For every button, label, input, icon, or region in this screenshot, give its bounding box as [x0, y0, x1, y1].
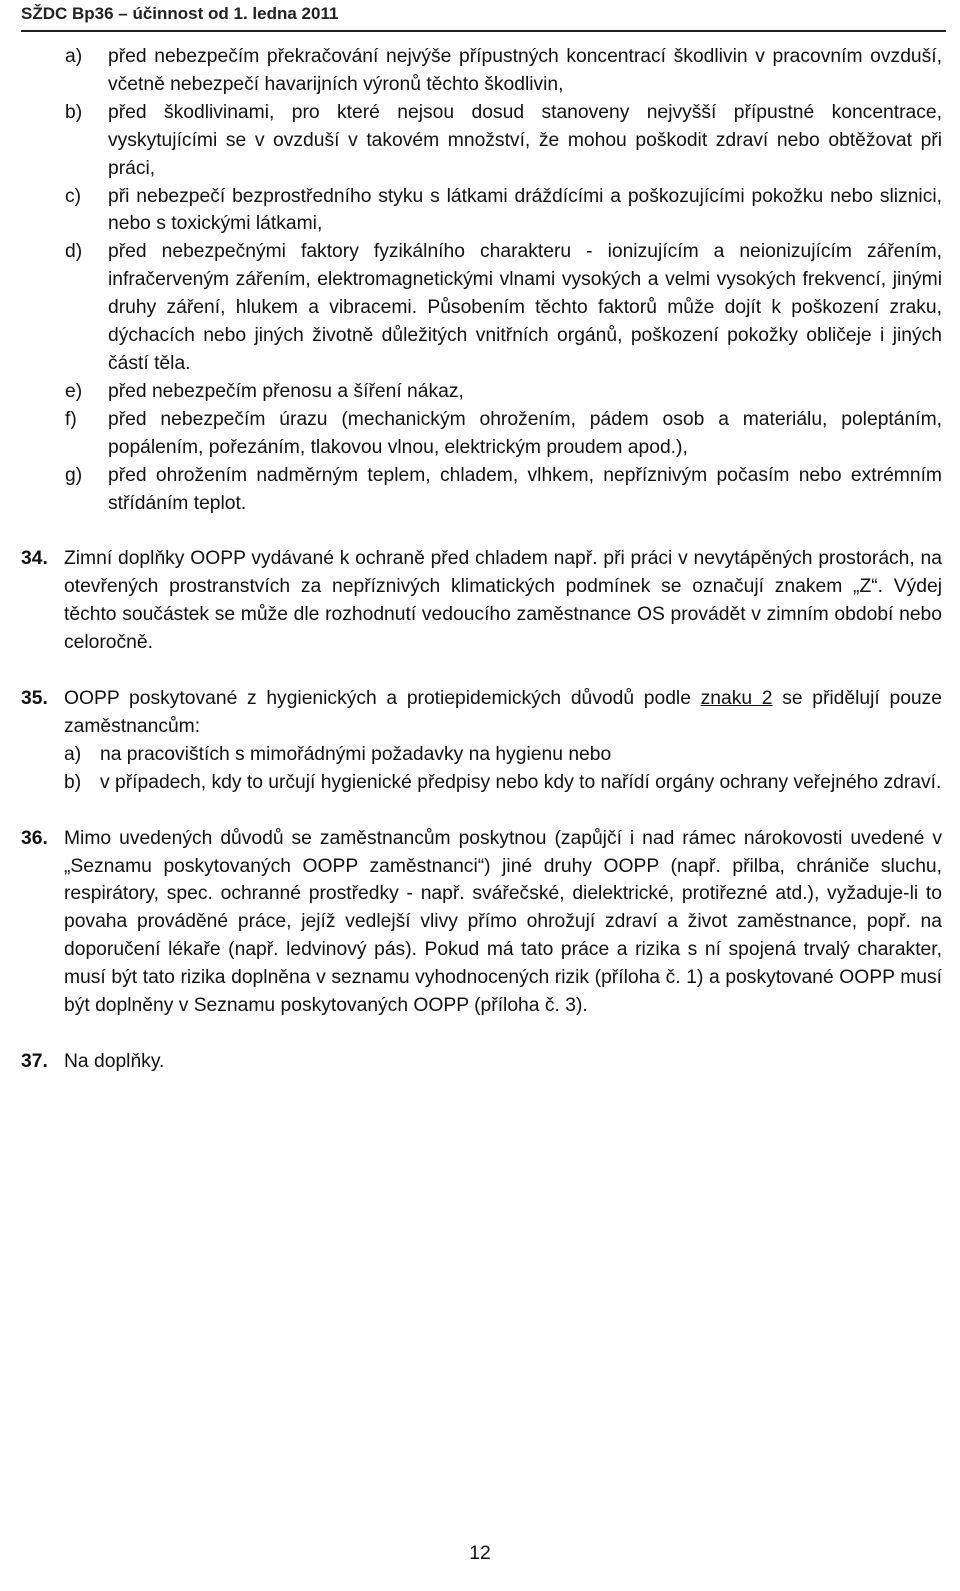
reference-link[interactable]: znaku 2 [700, 688, 773, 710]
list-item-label: d) [65, 241, 83, 263]
paragraph-36 [0, 825, 942, 1020]
paragraph-text: Na doplňky. [64, 1051, 165, 1072]
document-header: SŽDC Bp36 – účinnost od 1. ledna 2011 [21, 4, 339, 23]
list-item-text: na pracovištích s mimořádnými požadavky na hygienu nebo [100, 743, 612, 765]
list-item-label: a) [64, 743, 82, 765]
list-item [0, 462, 942, 518]
paragraph-35 [0, 685, 942, 741]
list-item-text: před škodlivinami, pro které nejsou dosud stanoveny nejvyšší přípustné koncentrace, vyskytujícími se v ovzduší v takovém množství, že mohou poškodit zdraví nebo obtěžovat při práci, [108, 101, 942, 179]
list-item-text: při nebezpečí bezprostředního styku s látkami dráždícími a poškozujícími pokožku nebo sliznici, nebo s toxickými látkami, [108, 185, 942, 235]
list-item-label: f) [65, 408, 77, 430]
paragraph-number: 35. [21, 688, 48, 710]
document-body [0, 43, 960, 1076]
list-item [0, 406, 942, 462]
list-item-text: před nebezpečím přenosu a šíření nákaz, [108, 380, 464, 402]
paragraph-number: 34. [21, 548, 48, 570]
page-number: 12 [469, 1543, 491, 1564]
paragraph-number: 36. [21, 827, 48, 849]
header-rule [21, 30, 946, 32]
list-item [0, 741, 942, 769]
paragraph-text: OOPP poskytované z hygienických a protiepidemických důvodů podle [64, 688, 701, 710]
list-item [0, 238, 942, 378]
list-item [0, 99, 942, 183]
list-item-text: před nebezpečnými faktory fyzikálního charakteru - ionizujícím a neionizujícím zářením, infračerveným zářením, elektromagnetickými vlnami vysokých a velmi vysokých frekvencí, jinými druhy záření, hlukem a vibracemi. Působením těchto faktorů může dojít k poškození zraku, dýchacích nebo jiných životně důležitých vnitřních orgánů, poškození pokožky obličeje i jiných částí těla. [108, 241, 942, 374]
paragraph-number: 37. [21, 1051, 48, 1072]
paragraph-34 [0, 545, 942, 657]
paragraph-37 [0, 1048, 942, 1076]
paragraph-text: Zimní doplňky OOPP vydávané k ochraně před chladem např. při práci v nevytápěných prostorách, na otevřených prostranstvích za nepříznivých klimatických podmínek se označují znakem „Z“. Výdej těchto součástek se může dle rozhodnutí vedoucího zaměstnance OS provádět v zimním období nebo celoročně. [64, 548, 942, 654]
list-item-label: a) [65, 46, 83, 67]
list-item-label: c) [65, 185, 82, 207]
paragraph-text: Mimo uvedených důvodů se zaměstnancům poskytnou (zapůjčí i nad rámec nárokovosti uvedené v „Seznamu poskytovaných OOPP zaměstnanci“) jiné druhy OOPP (např. přilba, chrániče sluchu, respirátory, spec. ochranné prostředky - např. svářečské, dielektrické, protiřezné atd.), vyžaduje-li to povaha prováděné práce, jejíž vedlejší vlivy přímo ohrožují zdraví a život zaměstnance, popř. na doporučení lékaře (např. ledvinový pás). Pokud má tato práce a rizika s ní spojená trvalý charakter, musí být tato rizika doplněna v seznamu vyhodnocených rizik (příloha č. 1) a poskytované OOPP musí být doplněny v Seznamu poskytovaných OOPP (příloha č. 3). [64, 827, 942, 1017]
paragraph-text-continued: se přidělují pouze zaměstnancům: [64, 688, 942, 737]
list-item-text: před nebezpečím úrazu (mechanickým ohrožením, pádem osob a materiálu, poleptáním, popálením, pořezáním, tlakovou vlnou, elektrickým proudem apod.), [108, 408, 942, 458]
list-item-label: g) [65, 464, 83, 486]
list-item [0, 769, 942, 797]
list-item [0, 183, 942, 239]
list-item-label: b) [65, 101, 83, 123]
list-item-text: v případech, kdy to určují hygienické předpisy nebo kdy to nařídí orgány ochrany veřejného zdraví. [100, 771, 942, 793]
list-item-text: před ohrožením nadměrným teplem, chladem, vlhkem, nepříznivým počasím nebo extrémním střídáním teplot. [108, 464, 942, 514]
list-item [0, 43, 942, 99]
list-item-text: před nebezpečím překračování nejvýše přípustných koncentrací škodlivin v pracovním ovzduší, včetně nebezpečí havarijních výronů těchto škodlivin, [108, 46, 942, 95]
list-item-label: e) [65, 380, 83, 402]
list-item [0, 378, 942, 406]
list-item-label: b) [64, 771, 82, 793]
